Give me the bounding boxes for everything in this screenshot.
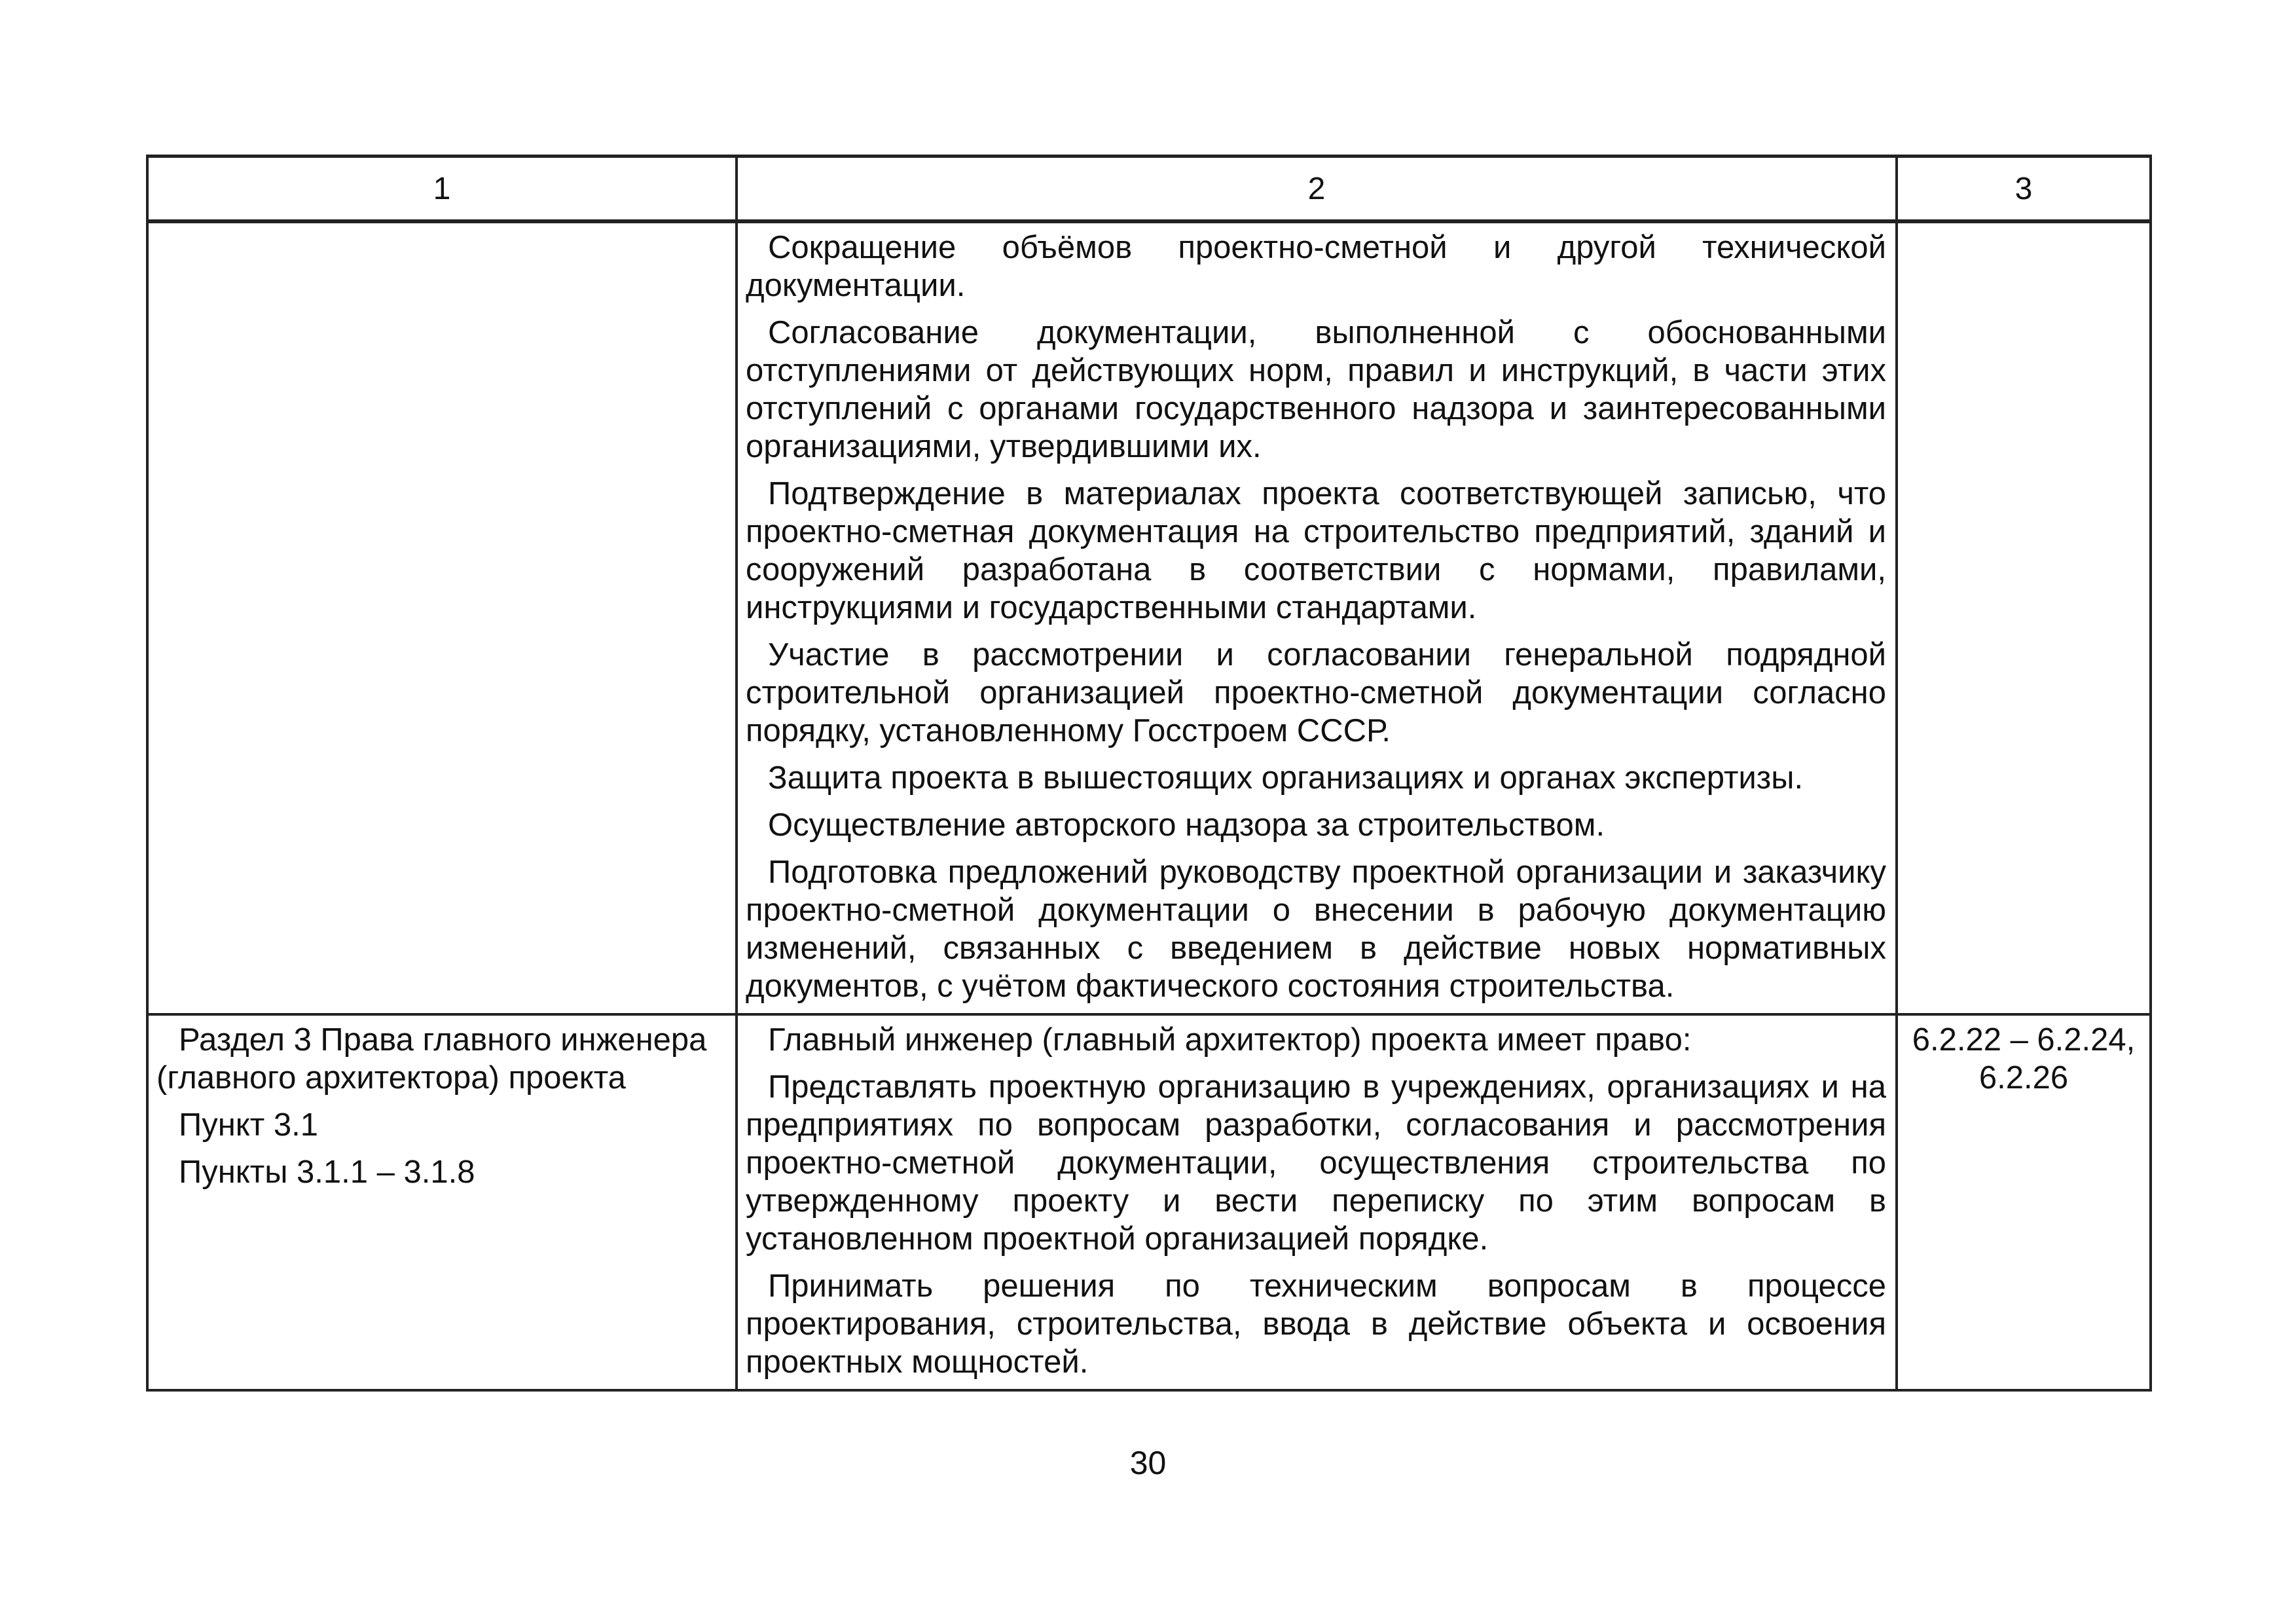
row1-paragraph: Подготовка предложений руководству проектной организации и заказчику проектно-сметной документации о внесении в рабочую документацию изменений, связанных с введением в действие новых нормативных документов, с учётом фактического состояния строительства. (746, 855, 1886, 1004)
row2-paragraph: Представлять проектную организацию в учреждениях, организациях и на предприятиях по вопросам разработки, согласования и рассмотрения проектно-сметной документации, осуществления строительства по утвержденному проекту и вести переписку по этим вопросам в установленном проектной организацией порядке. (746, 1069, 1886, 1257)
row1-paragraph: Осуществление авторского надзора за строительством. (768, 807, 1605, 843)
reference-clauses: 6.2.22 – 6.2.24, 6.2.26 (1912, 1022, 2136, 1096)
row1-paragraph: Подтверждение в материалах проекта соответствующей записью, что проектно-сметная документация на строительство предприятий, зданий и сооружений разработана в соответствии с нормами, правилами, инструкциями и государственными стандартами. (746, 476, 1886, 625)
section-item: Пункт 3.1 (179, 1107, 318, 1143)
table-header-row (147, 157, 2151, 222)
row1-paragraph: Согласование документации, выполненной с обоснованными отступлениями от действующих норм, правил и инструкций, в части этих отступлений с органами государственного надзора и заинтересованными организациями, утвердившими их. (746, 315, 1886, 464)
row2-paragraph: Принимать решения по техническим вопросам в процессе проектирования, строительства, ввода в действие объекта и освоения проектных мощностей. (746, 1268, 1886, 1380)
header-cell-2: 2 (737, 157, 1897, 222)
header-cell-1: 1 (147, 157, 737, 222)
row2-reference-cell (1897, 1014, 2151, 1390)
row2-section-cell (147, 1014, 737, 1390)
row2-content-cell (737, 1014, 1897, 1390)
table-row (147, 221, 2151, 1014)
row2-paragraph: Главный инженер (главный архитектор) проекта имеет право: (768, 1022, 1692, 1058)
row1-paragraph: Участие в рассмотрении и согласовании генеральной подрядной строительной организацией проектно-сметной документации согласно порядку, установленному Госстроем СССР. (746, 637, 1886, 748)
section-items-range: Пункты 3.1.1 – 3.1.8 (179, 1154, 475, 1190)
page-number: 30 (1129, 1445, 1167, 1481)
row1-paragraph: Защита проекта в вышестоящих организациях и органах экспертизы. (768, 760, 1804, 796)
row1-content-cell (737, 221, 1897, 1014)
requirements-table (146, 155, 2152, 1392)
row1-paragraph: Сокращение объёмов проектно-сметной и другой технической документации. (746, 230, 1886, 303)
row1-reference-cell (1897, 221, 2151, 1014)
header-cell-3: 3 (1897, 157, 2151, 222)
section-title: Раздел 3 Права главного инженера (главного архитектора) проекта (156, 1022, 707, 1096)
row1-section-cell (147, 221, 737, 1014)
table-row (147, 1014, 2151, 1390)
